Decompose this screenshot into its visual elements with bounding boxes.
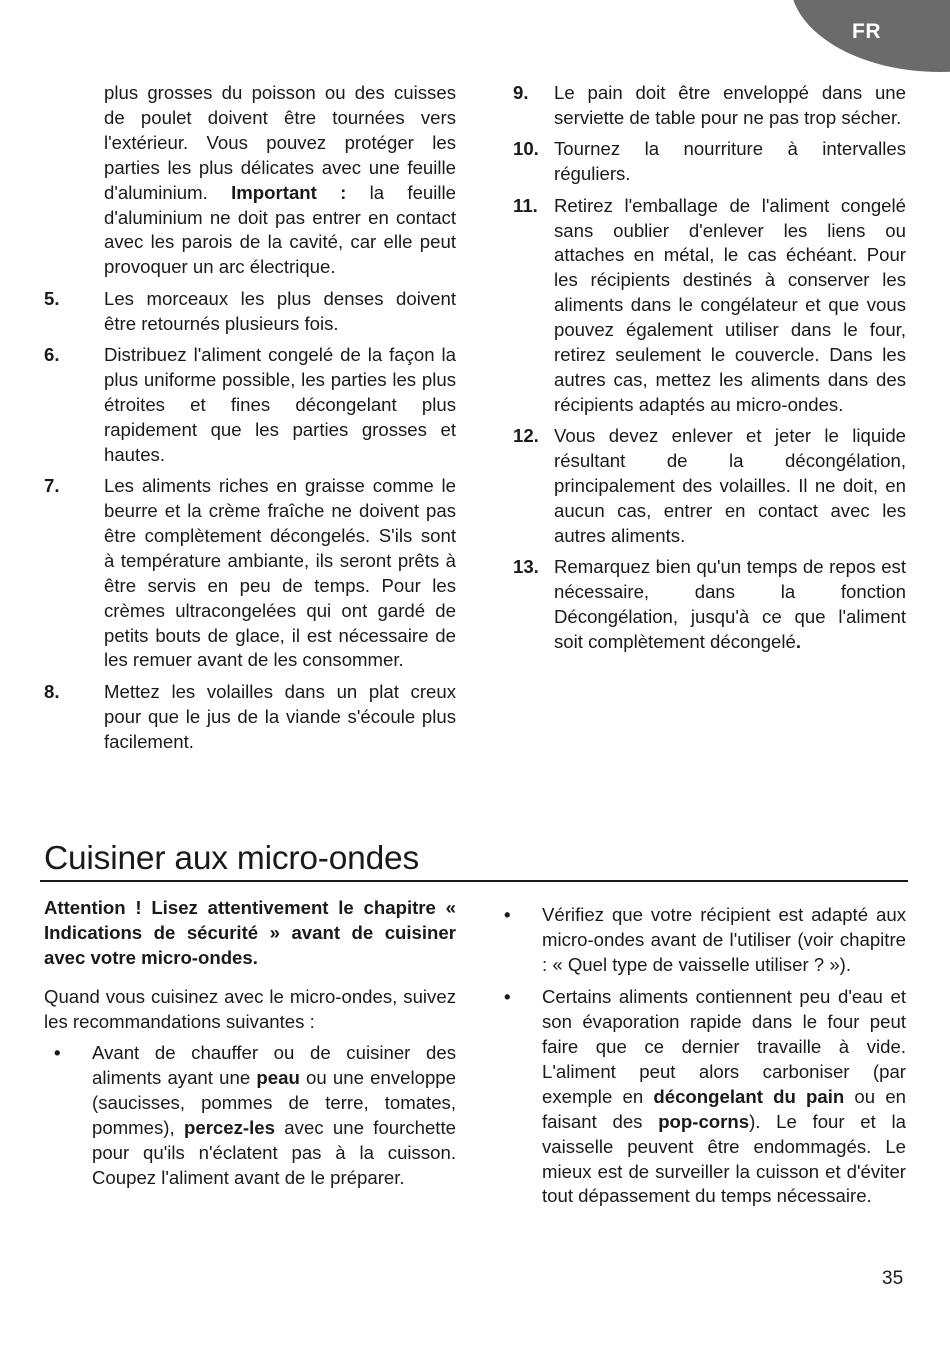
item-text: Le pain doit être enveloppé dans une serviette de table pour ne pas trop sécher. (554, 82, 906, 128)
item-text: Remarquez bien qu'un temps de repos est nécessaire, dans la fonction Décongélation, jusqu'à ce que l'aliment soit complètement décongelé (554, 556, 906, 653)
list-item (513, 81, 906, 131)
item-text: Vous devez enlever et jeter le liquide résultant de la décongélation, principalement des volailles. Il ne doit, en aucun cas, entrer en contact avec les autres aliments. (554, 425, 906, 546)
left-top-column (44, 81, 456, 761)
item-number: 13. (513, 556, 539, 578)
bullet-text: Avant de chauffer ou de cuisiner des aliments ayant une (92, 1042, 456, 1088)
item-number: 8. (44, 680, 60, 702)
bullet-bold: peau (256, 1066, 300, 1088)
bullet-text: ou une enveloppe (saucisses, pommes de terre, tomates, pommes), (92, 1066, 456, 1138)
item-number: 5. (44, 287, 60, 309)
item-text: Les morceaux les plus denses doivent être retournés plusieurs fois. (104, 287, 456, 334)
item-text: la feuille d'aluminium ne doit pas entrer en contact avec les parois de la cavité, car elle peut provoquer un arc électrique. (104, 181, 457, 278)
right-bottom-column (501, 903, 906, 1217)
bullet-bold: percez-les (184, 1116, 275, 1138)
item-text: Retirez l'emballage de l'aliment congelé sans oublier d'enlever les liens ou attaches en métal, le cas échéant. Pour les récipients destinés à conserver les aliments dans le congélateur et que vous pouvez également utiliser dans le four, retirez seulement le couvercle. Dans les autres cas, mettez les aliments dans des récipients adaptés au micro-ondes. (554, 194, 906, 415)
bullet-item (501, 985, 906, 1209)
item-number: 10. (513, 138, 539, 160)
item-text: Distribuez l'aliment congelé de la façon la plus uniforme possible, les parties les plus étroites et fines décongelant plus rapidement que les parties grosses et hautes. (104, 344, 456, 465)
list-item-continued (44, 81, 456, 280)
bullet-text: ou en faisant des (542, 1085, 907, 1132)
item-number: 9. (513, 82, 529, 103)
list-item (44, 287, 456, 337)
heading-rule (40, 880, 908, 882)
page-number: 35 (882, 1268, 904, 1289)
important-label: Important : (231, 181, 347, 203)
item-text: plus grosses du poisson ou des cuisses de poulet doivent être tournées vers l'extérieur. Vous pouvez protéger les parties les plus délicates avec une feuille d'aluminium. (104, 82, 456, 203)
bullet-bold: décongelant du pain (653, 1085, 845, 1107)
list-item (513, 194, 906, 418)
item-number: 11. (513, 194, 538, 216)
bullet-text: avec une fourchette pour qu'ils n'éclatent pas à la cuisson. Coupez l'aliment avant de le préparer. (92, 1116, 456, 1188)
bullet-bold: pop-corns (658, 1110, 750, 1132)
list-item (44, 474, 456, 673)
item-number: 6. (44, 344, 60, 366)
bullet-icon: • (504, 904, 511, 925)
list-item (513, 137, 906, 187)
bullet-icon: • (54, 1042, 61, 1064)
intro-text: Quand vous cuisinez avec le micro-ondes, suivez les recommandations suivantes : (44, 985, 456, 1032)
bullet-item (44, 1041, 456, 1190)
item-text: Les aliments riches en graisse comme le beurre et la crème fraîche ne doivent pas être complètement décongelés. S'ils sont à température ambiante, ils seront prêts à être servis en peu de temps. Pour les crèmes ultracongelées qui ont gardé de petits bouts de glace, il est nécessaire de les remuer avant de les consommer. (104, 475, 456, 671)
item-number: 12. (513, 425, 539, 447)
list-item (513, 424, 906, 549)
section-heading: Cuisiner aux micro-ondes (44, 840, 420, 877)
bullet-text: ). Le four et la vaisselle peuvent être endommagés. Le mieux est de surveiller la cuisson et d'éviter tout dépassement du temps nécessaire. (542, 1110, 906, 1207)
bullet-item (501, 903, 906, 978)
item-number: 7. (44, 475, 60, 497)
item-text: Mettez les volailles dans un plat creux pour que le jus de la viande s'écoule plus facilement. (104, 680, 456, 752)
bullet-icon: • (504, 986, 511, 1008)
item-text-tail: . (795, 631, 802, 653)
list-item (44, 343, 456, 468)
bullet-text: Vérifiez que votre récipient est adapté aux micro-ondes avant de l'utiliser (voir chapitre : « Quel type de vaisselle utiliser ? »). (542, 904, 906, 975)
warning-text: Attention ! Lisez attentivement le chapitre « Indications de sécurité » avant de cuisiner avec votre micro-ondes. (44, 897, 456, 968)
left-bottom-column (44, 896, 456, 1198)
language-label: FR (852, 20, 881, 43)
item-text: Tournez la nourriture à intervalles réguliers. (554, 138, 906, 185)
list-item (44, 680, 456, 755)
right-top-column (513, 81, 906, 661)
list-item (513, 555, 906, 655)
bullet-text: Certains aliments contiennent peu d'eau et son évaporation rapide dans le four peut faire que ce dernier travaille à vide. L'aliment peut alors carboniser (par exemple en (542, 986, 906, 1107)
